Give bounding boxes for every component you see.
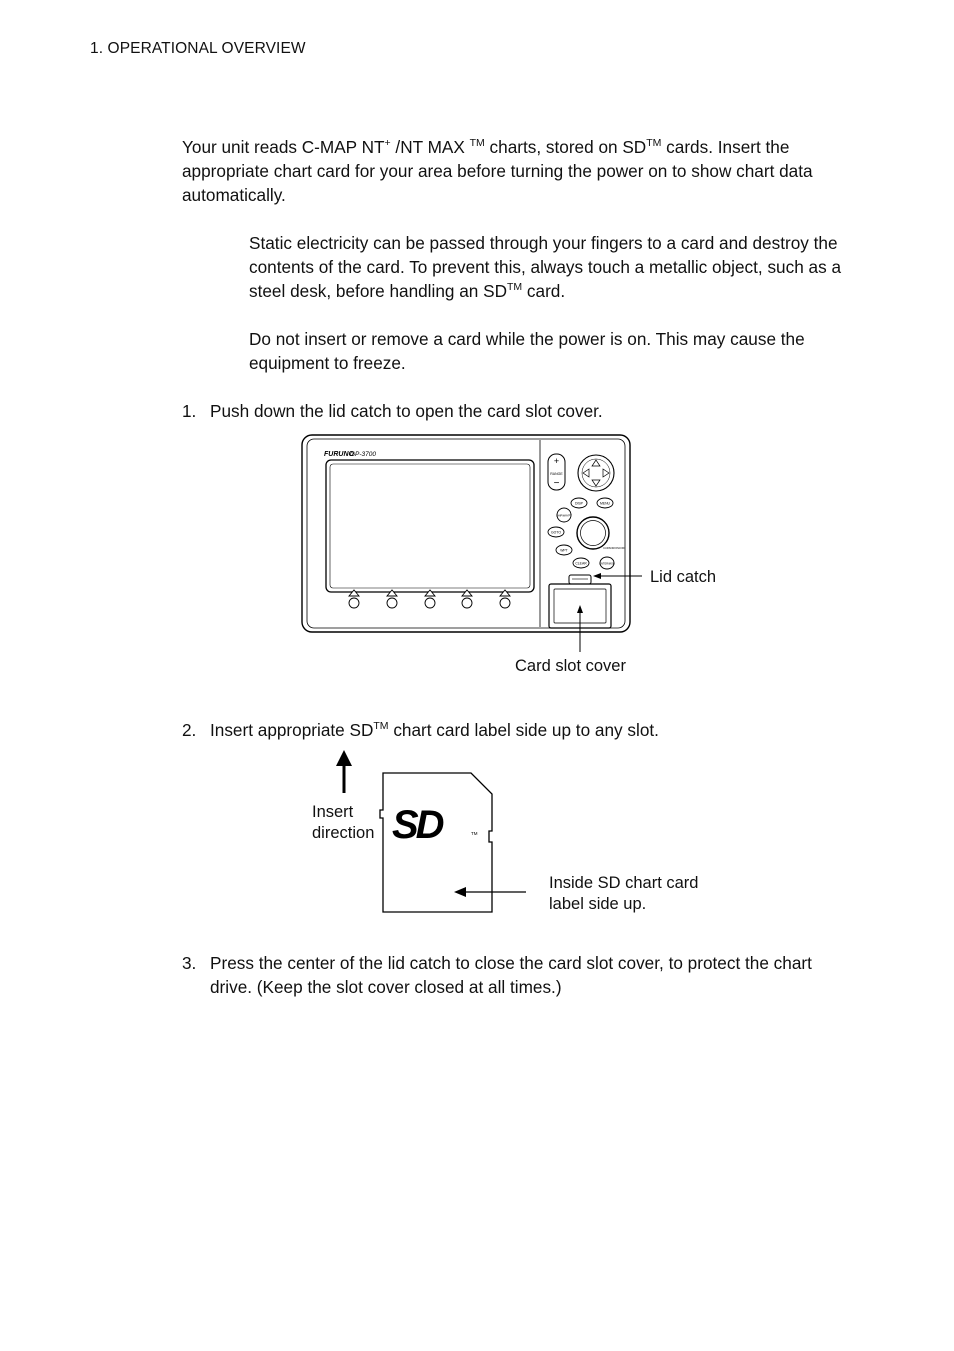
step-1-text: Push down the lid catch to open the card slot cover. [210,401,603,421]
inside-card-line-1: Inside SD chart card [549,874,699,892]
intro-text-3: charts, stored on SD [484,137,647,157]
wpt-label: WPT [560,548,568,553]
intro-paragraph [182,135,862,207]
warning-static [249,231,869,303]
intro-sup-3: TM [646,137,662,149]
insert-direction-label [312,802,374,844]
insert-direction-line-1: Insert [312,803,354,821]
goto-label: GOTO [551,530,561,535]
step-2-text-start: Insert appropriate SD [210,720,374,740]
step-3-text: Press the center of the lid catch to close the card slot cover, to protect the chart drive. (Keep the slot cover closed at all times.) [210,953,812,997]
menu-label: MENU [600,501,610,506]
clear-label: CLEAR [575,561,587,566]
insert-arrow-icon [336,750,352,766]
step-2-number: 2. [182,720,197,740]
svg-text:+: + [553,456,560,466]
insert-direction-line-2: direction [312,824,375,842]
step-1-number: 1. [182,401,197,421]
warning-power: Do not insert or remove a card while the power is on. This may cause the equipment to freeze. [249,329,805,373]
intro-text-1: Your unit reads C-MAP NT [182,137,385,157]
shipwaypt-label: SHIP/WAYPT [556,514,572,518]
model-label: GP-3700 [350,451,377,458]
sd-logo-text: SD [392,803,442,847]
step-2-text [210,718,850,742]
intro-text-4: cards. Insert the appropriate chart card for your area before turning the power on to show chart data automatically. [182,137,813,205]
lid-catch-label: Lid catch [650,568,717,586]
page-header: 1. OPERATIONAL OVERVIEW [90,40,306,57]
inside-card-label [549,873,698,915]
warning-static-text-end: card. [522,281,566,301]
inside-card-line-2: label side up. [549,895,647,913]
range-key-label: RANGE [550,472,563,476]
disp-label: DISP [575,501,583,506]
step-3-number: 3. [182,953,197,973]
display-unit-figure [296,430,736,685]
warning-static-sup: TM [506,281,523,293]
warning-static-text: Static electricity can be passed through your fingers to a card and destroy the contents of the card. To prevent this, always touch a metallic object, such as a steel desk, before handling an SD [249,233,842,301]
enter-label: ENTER/MOB [599,562,615,566]
step-2-text-end: chart card label side up to any slot. [388,720,659,740]
brand-logo: FURUNO [324,451,354,458]
intro-text-2: /NT MAX [390,137,470,157]
lcd-screen [326,460,534,592]
cursor-onoff-label: CURSOR/ON/OFF [603,547,625,550]
rotary-knob [577,517,609,549]
card-slot-cover-label: Card slot cover [515,657,626,675]
step-2-sup: TM [373,720,389,732]
intro-sup-2: TM [469,137,485,149]
svg-text:−: − [553,478,560,489]
intro-sup-1: + [384,137,391,149]
sd-logo-tm: TM [471,831,478,836]
lid-catch [569,575,591,584]
